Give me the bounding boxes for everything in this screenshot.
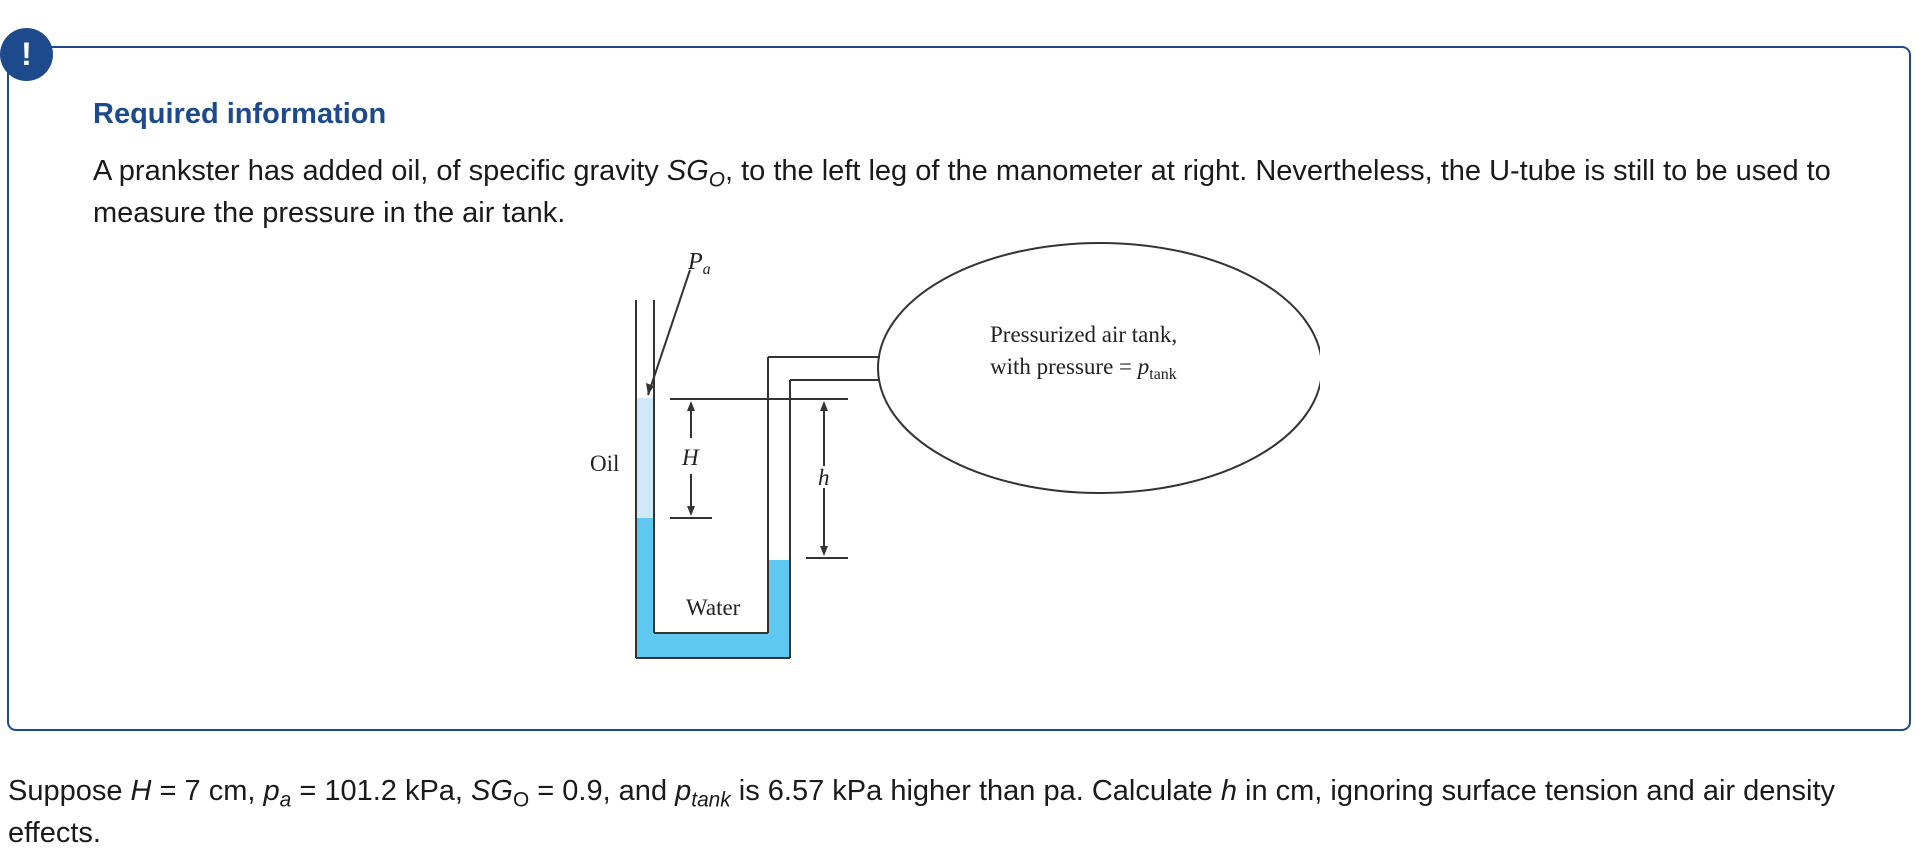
h-label: h xyxy=(818,465,830,490)
H-symbol: H xyxy=(130,775,152,807)
manometer-diagram xyxy=(560,238,1320,670)
info-text-part: A prankster has added oil, of specific gravity xyxy=(93,155,667,187)
h-symbol: h xyxy=(1220,775,1237,807)
tank-label-line1: Pressurized air tank, xyxy=(990,322,1178,347)
pa-label: $P_a$ xyxy=(688,249,711,278)
water-label: Water xyxy=(686,595,741,620)
question-part: = 0.9, and xyxy=(529,775,676,807)
question-part: Suppose xyxy=(8,775,131,807)
water-fill xyxy=(636,518,790,658)
H-arrowhead-up xyxy=(687,401,695,411)
pa-arrowhead xyxy=(646,383,654,395)
pa-subscript: a xyxy=(279,788,292,812)
info-text-part: , to the left leg of the manometer at right. Nevertheless, the U-tube is still to be used to measure the pressure in the air tank. xyxy=(93,155,1831,229)
question-part: in cm, ignoring surface tension and air density effects. xyxy=(8,775,1836,849)
sg-symbol: SG xyxy=(471,775,513,807)
tank-label-line2: with pressure = $p_{tank}$ xyxy=(990,354,1177,383)
exclamation-icon: ! xyxy=(0,28,53,81)
question-part: = 7 cm, xyxy=(151,775,264,807)
manometer-figure xyxy=(560,238,1320,670)
oil-label: Oil xyxy=(590,451,620,476)
sg-symbol: SG xyxy=(666,155,709,187)
ptank-symbol: p xyxy=(675,775,692,807)
question-text xyxy=(8,770,1908,854)
H-arrowhead-down xyxy=(687,506,695,516)
sg-subscript: O xyxy=(708,168,726,192)
h-arrowhead-up xyxy=(820,401,828,411)
h-arrowhead-down xyxy=(820,546,828,556)
panel-heading: Required information xyxy=(93,98,387,130)
H-label: H xyxy=(682,445,699,470)
info-paragraph xyxy=(93,150,1883,234)
question-part: = 101.2 kPa, xyxy=(291,775,472,807)
question-part: is 6.57 kPa higher than pa. Calculate xyxy=(730,775,1221,807)
ptank-subscript: tank xyxy=(691,788,731,812)
oil-fill xyxy=(636,398,654,518)
sg-subscript: O xyxy=(512,788,530,812)
pa-symbol: p xyxy=(263,775,280,807)
